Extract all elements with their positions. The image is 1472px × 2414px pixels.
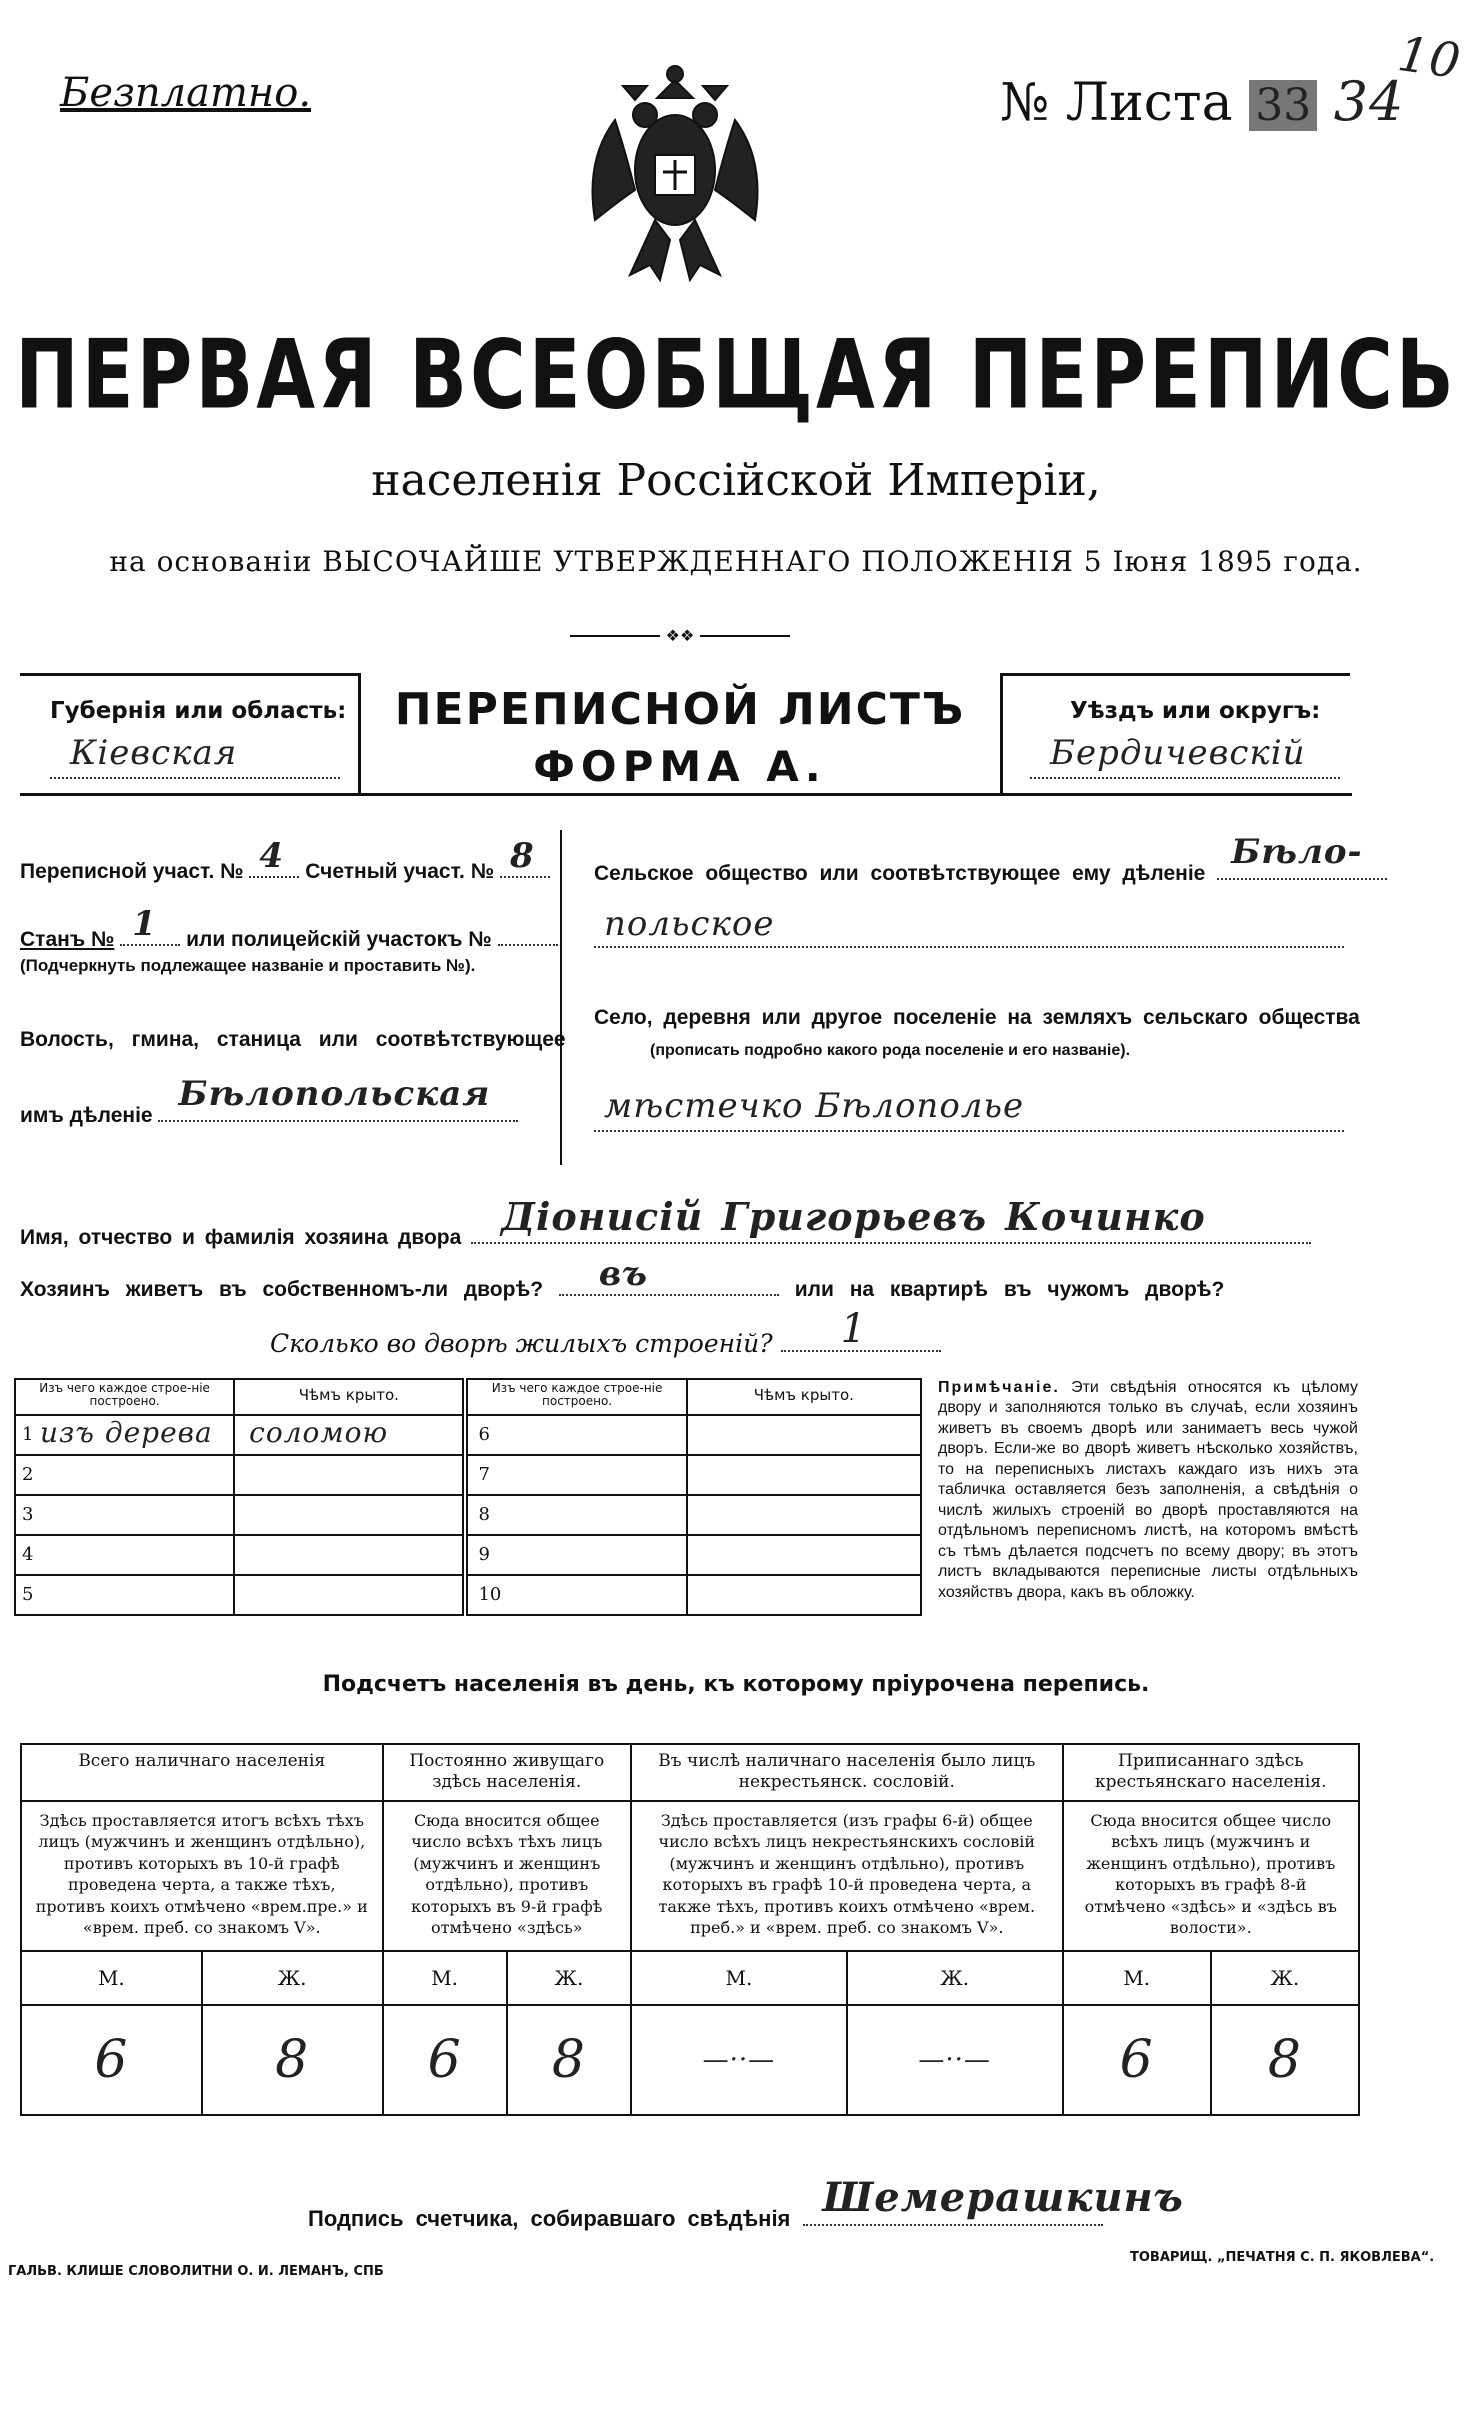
village-line [594,1086,1344,1132]
count-value: 6 [21,2005,202,2115]
count-col-title: Всего наличнаго населенія [78,1751,326,1771]
sheet-number-label: № Листа [1000,73,1233,133]
count-col-title: Приписаннаго здѣсь крестьянскаго населенія. [1095,1751,1327,1793]
building-row-number: 10 [478,1584,502,1605]
police-label: или полицейскій участокъ № [186,928,492,951]
society-value-1: Бѣло- [1231,832,1363,872]
building-row-number: 5 [22,1584,34,1605]
note-heading: Примѣчаніе. [938,1379,1060,1396]
buildings-col-roof-left: Чѣмъ крыто. [298,1386,399,1404]
owner-lives-line [20,1254,1225,1302]
free-label: Безплатно. [60,70,312,116]
police-note: (Подчеркнуть подлежащее названіе и проставить №). [20,956,476,975]
schet-label: Счетный участ. № [305,860,495,883]
page-title: ПЕРВАЯ ВСЕОБЩАЯ ПЕРЕПИСЬ [15,318,1457,431]
count-col-title: Постоянно живущаго здѣсь населенія. [409,1751,605,1793]
block-divider [560,830,562,1165]
buildings-col-roof-right: Чѣмъ крыто. [753,1386,854,1404]
table-row [15,1575,921,1615]
form-subtitle: ФОРМА А. [533,742,827,791]
count-col-body: Сюда вносится общее число всѣхъ лицъ (мужчинъ и женщинъ отдѣльно), противъ которыхъ въ графѣ 8-й отмѣчено «здѣсь» и «здѣсь въ волости». [1084,1810,1337,1938]
male-header: М. [631,1951,847,2005]
uchast-value: 4 [259,836,285,876]
uchast-label: Переписной участ. № [20,860,244,883]
count-value: 8 [1211,2005,1359,2115]
society-label: Сельское общество или соотвѣтствующее ему дѣленіе [594,862,1206,885]
sheet-number-handwritten: 34 [1333,70,1405,133]
stan-value: 1 [132,904,157,944]
count-col-body: Сюда вносится общее число всѣхъ тѣхъ лицъ (мужчинъ и женщинъ отдѣльно), противъ которыхъ въ 9-й графѣ отмѣчено «здѣсь» [411,1810,603,1938]
buildings-label: Сколько во дворѣ жилыхъ строеній? [270,1329,773,1358]
form-title: ПЕРЕПИСНОЙ ЛИСТЪ [394,684,966,735]
guberniya-field [50,735,340,779]
count-value: 8 [507,2005,631,2115]
building-roof: соломою [249,1416,389,1449]
table-row [15,1455,921,1495]
count-table [20,1743,1360,2116]
female-header: Ж. [1211,1951,1359,2005]
signature-label: Подпись счетчика, собиравшаго свѣдѣнія [308,2206,791,2231]
owner-lives-value: въ [598,1254,648,1294]
owner-name-label: Имя, отчество и фамилія хозяина двора [20,1226,462,1249]
male-header: М. [383,1951,507,2005]
village-label: Село, деревня или другое поселеніе на земляхъ сельскаго общества [594,1006,1360,1029]
female-header: Ж. [507,1951,631,2005]
society-value-2: польское [604,904,775,944]
female-header: Ж. [847,1951,1063,2005]
table-row [15,1415,921,1455]
count-value: 6 [383,2005,507,2115]
count-heading: Подсчетъ населенія въ день, къ которому пріурочена перепись. [322,1672,1150,1697]
table-row [15,1535,921,1575]
volost-label-2: имъ дѣленіе [20,1104,153,1127]
footer-left: ГАЛЬВ. КЛИШЕ СЛОВОЛИТНИ О. И. ЛЕМАНЪ, СПБ [8,2264,384,2279]
volost-line [20,1074,518,1128]
uezd-top-rule [1000,673,1350,676]
buildings-col-what-right: Изъ чего каждое строе-ніе построено. [491,1381,663,1409]
buildings-col-what-left: Изъ чего каждое строе-ніе построено. [39,1381,210,1409]
count-col-body: Здѣсь проставляется (изъ графы 6-й) общее число всѣхъ лицъ некрестьянскихъ сословій (мужчинъ и женщинъ отдѣльно), противъ которыхъ въ графѣ 10-й проведена черта, а также тѣхъ, противъ коихъ отмѣчено «врем. преб.» и «врем. преб. со знакомъ V». [658,1810,1036,1938]
note-block [938,1378,1358,1603]
imperial-eagle-emblem [575,60,775,290]
count-value: —··— [631,2005,847,2115]
building-row-number: 9 [478,1544,490,1565]
signature-value: Шемерашкинъ [822,2174,1184,2221]
buildings-line [270,1306,941,1358]
society-line-2 [594,906,1344,948]
uchast-line [20,836,550,884]
owner-name-line [20,1194,1311,1250]
count-col-body: Здѣсь проставляется итогъ всѣхъ тѣхъ лицъ (мужчинъ и женщинъ отдѣльно), противъ которыхъ въ 10-й графѣ проведена черта, а также тѣхъ, противъ коихъ отмѣчено «врем.пре.» и «врем. преб. со знакомъ V». [35,1810,368,1938]
ornament-divider: ❖❖ [570,630,790,642]
female-header: Ж. [202,1951,383,2005]
note-text: Эти свѣдѣнія относятся къ цѣлому двору и заполняются только въ случаѣ, если хозяинъ живетъ въ своемъ дворѣ или занимаетъ весь чужой дворъ. Если-же во дворѣ живетъ нѣсколько хозяйствъ, то на переписныхъ листахъ каждаго изъ нихъ эта табличка оставляется безъ заполненія, а свѣдѣнія о числѣ жилыхъ строеній во дворѣ проставляются на отдѣльномъ переписномъ листѣ, на которомъ вмѣстѣ съ тѣмъ дѣлается подсчетъ по всему двору; въ этотъ листъ вкладываются переписные листы отдѣльныхъ хозяйствъ двора, какъ въ обложку. [938,1379,1358,1601]
owner-lives-label: Хозяинъ живетъ въ собственномъ-ли дворѣ? [20,1278,544,1301]
volost-value: Бѣлопольская [178,1074,491,1114]
society-line [594,832,1387,886]
stan-label: Станъ № [20,928,115,951]
buildings-value: 1 [840,1306,868,1352]
form-header-bottom-rule [20,793,1352,796]
building-row-number: 3 [22,1504,34,1525]
uezd-left-rule [1000,673,1003,793]
guberniya-label: Губернія или область: [50,698,347,724]
owner-or-label: или на квартирѣ въ чужомъ дворѣ? [794,1278,1225,1301]
uezd-value: Бердичевскій [1050,733,1306,773]
village-note: (прописать подробно какого рода поселеніе и его названіе). [650,1042,1131,1059]
owner-name-value: Діонисій Григорьевъ Кочинко [501,1194,1206,1239]
building-row-number: 2 [22,1464,34,1485]
building-material: изъ дерева [40,1416,213,1449]
count-value: 6 [1063,2005,1211,2115]
guberniya-top-rule [20,673,360,676]
male-header: М. [1063,1951,1211,2005]
building-row-number: 4 [22,1544,34,1565]
sheet-number [1000,70,1404,133]
male-header: М. [21,1951,202,2005]
signature-line [308,2174,1184,2232]
building-row-number: 1 [22,1424,34,1445]
guberniya-value: Кіевская [70,733,238,773]
buildings-table [14,1378,922,1616]
uezd-field [1030,735,1340,779]
footer-right: ТОВАРИЩ. „ПЕЧАТНЯ С. П. ЯКОВЛЕВА“. [1130,2250,1435,2265]
building-row-number: 7 [478,1464,490,1485]
table-row [15,1495,921,1535]
sheet-number-value: 33 [1249,80,1317,131]
stan-line [20,904,558,952]
uezd-label: Уѣздъ или округъ: [1070,698,1321,724]
corner-note: 10 [1394,25,1465,91]
count-value: —··— [847,2005,1063,2115]
village-value: мѣстечко Бѣлополье [604,1086,1025,1126]
building-row-number: 6 [478,1424,490,1445]
count-value: 8 [202,2005,383,2115]
schet-value: 8 [509,836,535,876]
page-subtitle: населенія Россійской Имперіи, [371,455,1101,506]
volost-label: Волость, гмина, станица или соотвѣтствующее [20,1028,566,1051]
building-row-number: 8 [478,1504,490,1525]
page-basis: на основаніи ВЫСОЧАЙШЕ УТВЕРЖДЕННАГО ПОЛОЖЕНІЯ 5 Іюня 1895 года. [109,545,1363,578]
count-col-title: Въ числѣ наличнаго населенія было лицъ некрестьянск. сословій. [658,1751,1036,1793]
